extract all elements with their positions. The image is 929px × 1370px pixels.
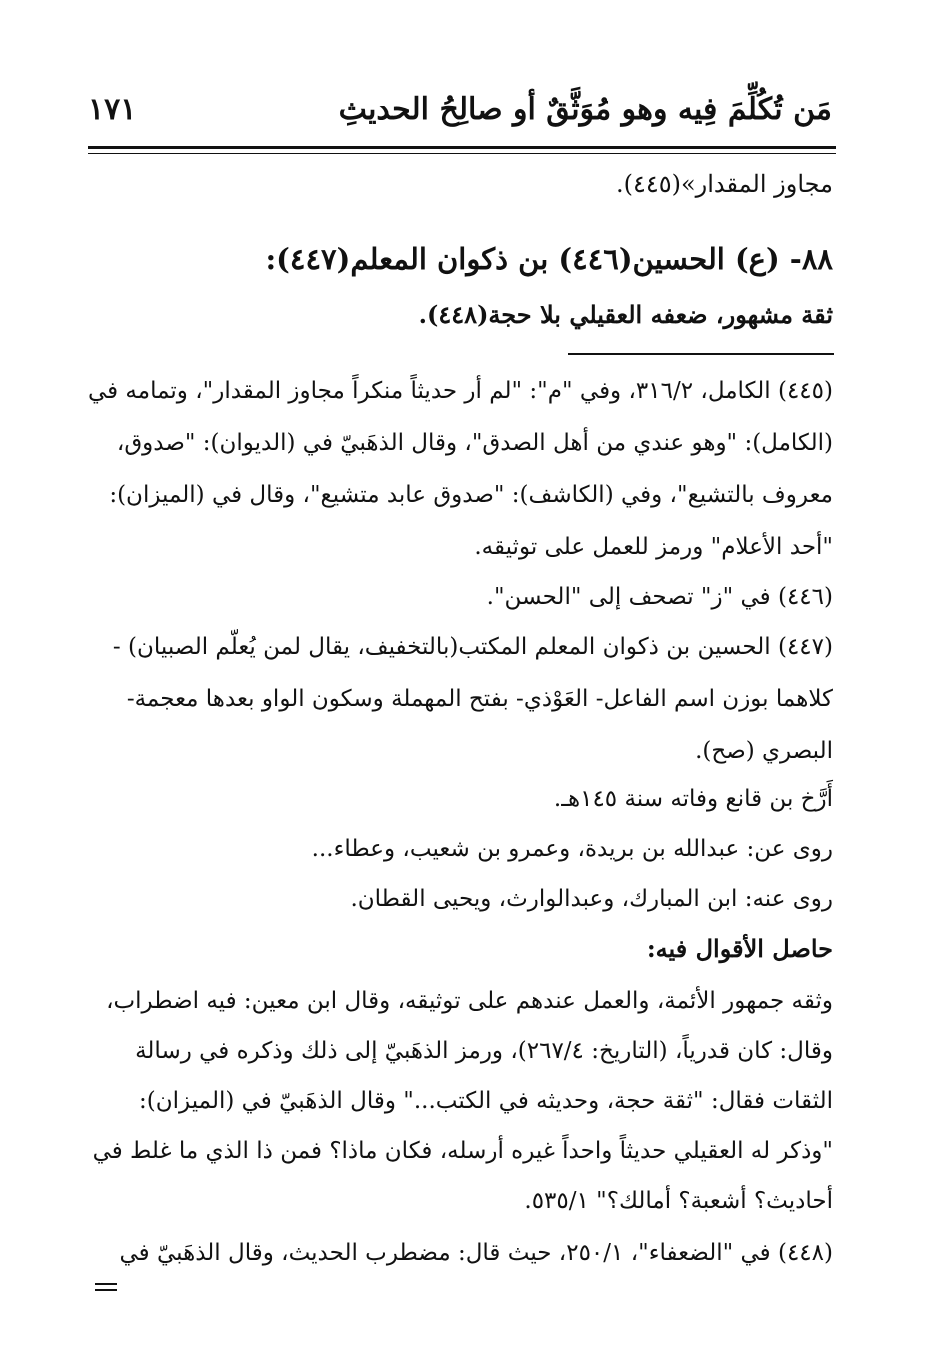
footnote-448: (٤٤٨) في "الضعفاء"، ٢٥٠/١، حيث قال: مضطرب الحديث، وقال الذهَبيّ في (119, 1240, 833, 1266)
footnote-445-line-2: (الكامل): "وهو عندي من أهل الصدق"، وقال الذهَبيّ في (الديوان): "صدوق، (116, 430, 833, 456)
page-header (88, 88, 832, 138)
running-title: مَن تُكُلِّمَ فِيه وهو مُوَثَّقٌ أو صالِحُ الحديثِ (338, 92, 832, 127)
continuation-mark (95, 1283, 117, 1291)
footnote-446: (٤٤٦) في "ز" تصحف إلى "الحسن". (486, 584, 833, 610)
footnote-447-narrated-from: روى عن: عبدالله بن بريدة، وعمرو بن شعيب، وعطاء... (311, 836, 833, 862)
footnote-447-line-3: البصري (صح). (695, 738, 833, 764)
footnote-447-death: أَرَّخ بن قانع وفاته سنة ١٤٥هـ. (553, 786, 833, 812)
footnote-447-narrated-by: روى عنه: ابن المبارك، وعبدالوارث، ويحيى القطان. (350, 886, 833, 912)
page-number: ١٧١ (88, 92, 137, 127)
footnote-447-line-1: (٤٤٧) الحسين بن ذكوان المعلم المكتب(بالتخفيف، يقال لمن يُعلّم الصبيان) - (112, 634, 833, 660)
header-rule-thin (88, 153, 836, 154)
footnote-447-summary-line-5: أحاديث؟ أشعبة؟ أمالك؟" ٥٣٥/١. (524, 1188, 833, 1214)
footnote-447-summary-line-1: وثقه جمهور الأئمة، والعمل عندهم على توثيقه، وقال ابن معين: فيه اضطراب، (106, 988, 833, 1014)
header-rule-thick (88, 146, 836, 149)
footnote-447-summary-heading: حاصل الأقوال فيه: (646, 934, 833, 963)
footnote-447-summary-line-4: "وذكر له العقيلي حديثاً واحداً غيره أرسله، فكان ماذا؟ فمن ذا الذي ما غلط في (92, 1138, 833, 1164)
footnote-447-summary-line-2: وقال: كان قدرياً، (التاريخ: ٢٦٧/٤)، ورمز الذهَبيّ إلى ذلك وذكره في رسالة (135, 1038, 833, 1064)
footnote-447-summary-line-3: الثقات فقال: "ثقة حجة، وحديثه في الكتب..." وقال الذهَبيّ في (الميزان): (139, 1088, 833, 1114)
entry-heading: ٨٨- (ع) الحسين(٤٤٦) بن ذكوان المعلم(٤٤٧): (265, 242, 833, 276)
footnote-445-line-1: (٤٤٥) الكامل، ٣١٦/٢، وفي "م": "لم أر حديثاً منكراً مجاوز المقدار"، وتمامه في (87, 378, 833, 404)
footnote-445-line-4: "أحد الأعلام" ورمز للعمل على توثيقه. (474, 534, 833, 560)
footnote-447-line-2: كلاهما بوزن اسم الفاعل- العَوْذي- بفتح المهملة وسكون الواو بعدها معجمة- (126, 686, 833, 712)
footnote-445-line-3: معروف بالتشيع"، وفي (الكاشف): "صدوق عابد متشيع"، وقال في (الميزان): (109, 482, 833, 508)
footnote-separator (568, 353, 834, 355)
entry-description: ثقة مشهور، ضعفه العقيلي بلا حجة(٤٤٨). (418, 300, 833, 329)
carry-over-line: مجاوز المقدار»(٤٤٥). (615, 170, 833, 198)
